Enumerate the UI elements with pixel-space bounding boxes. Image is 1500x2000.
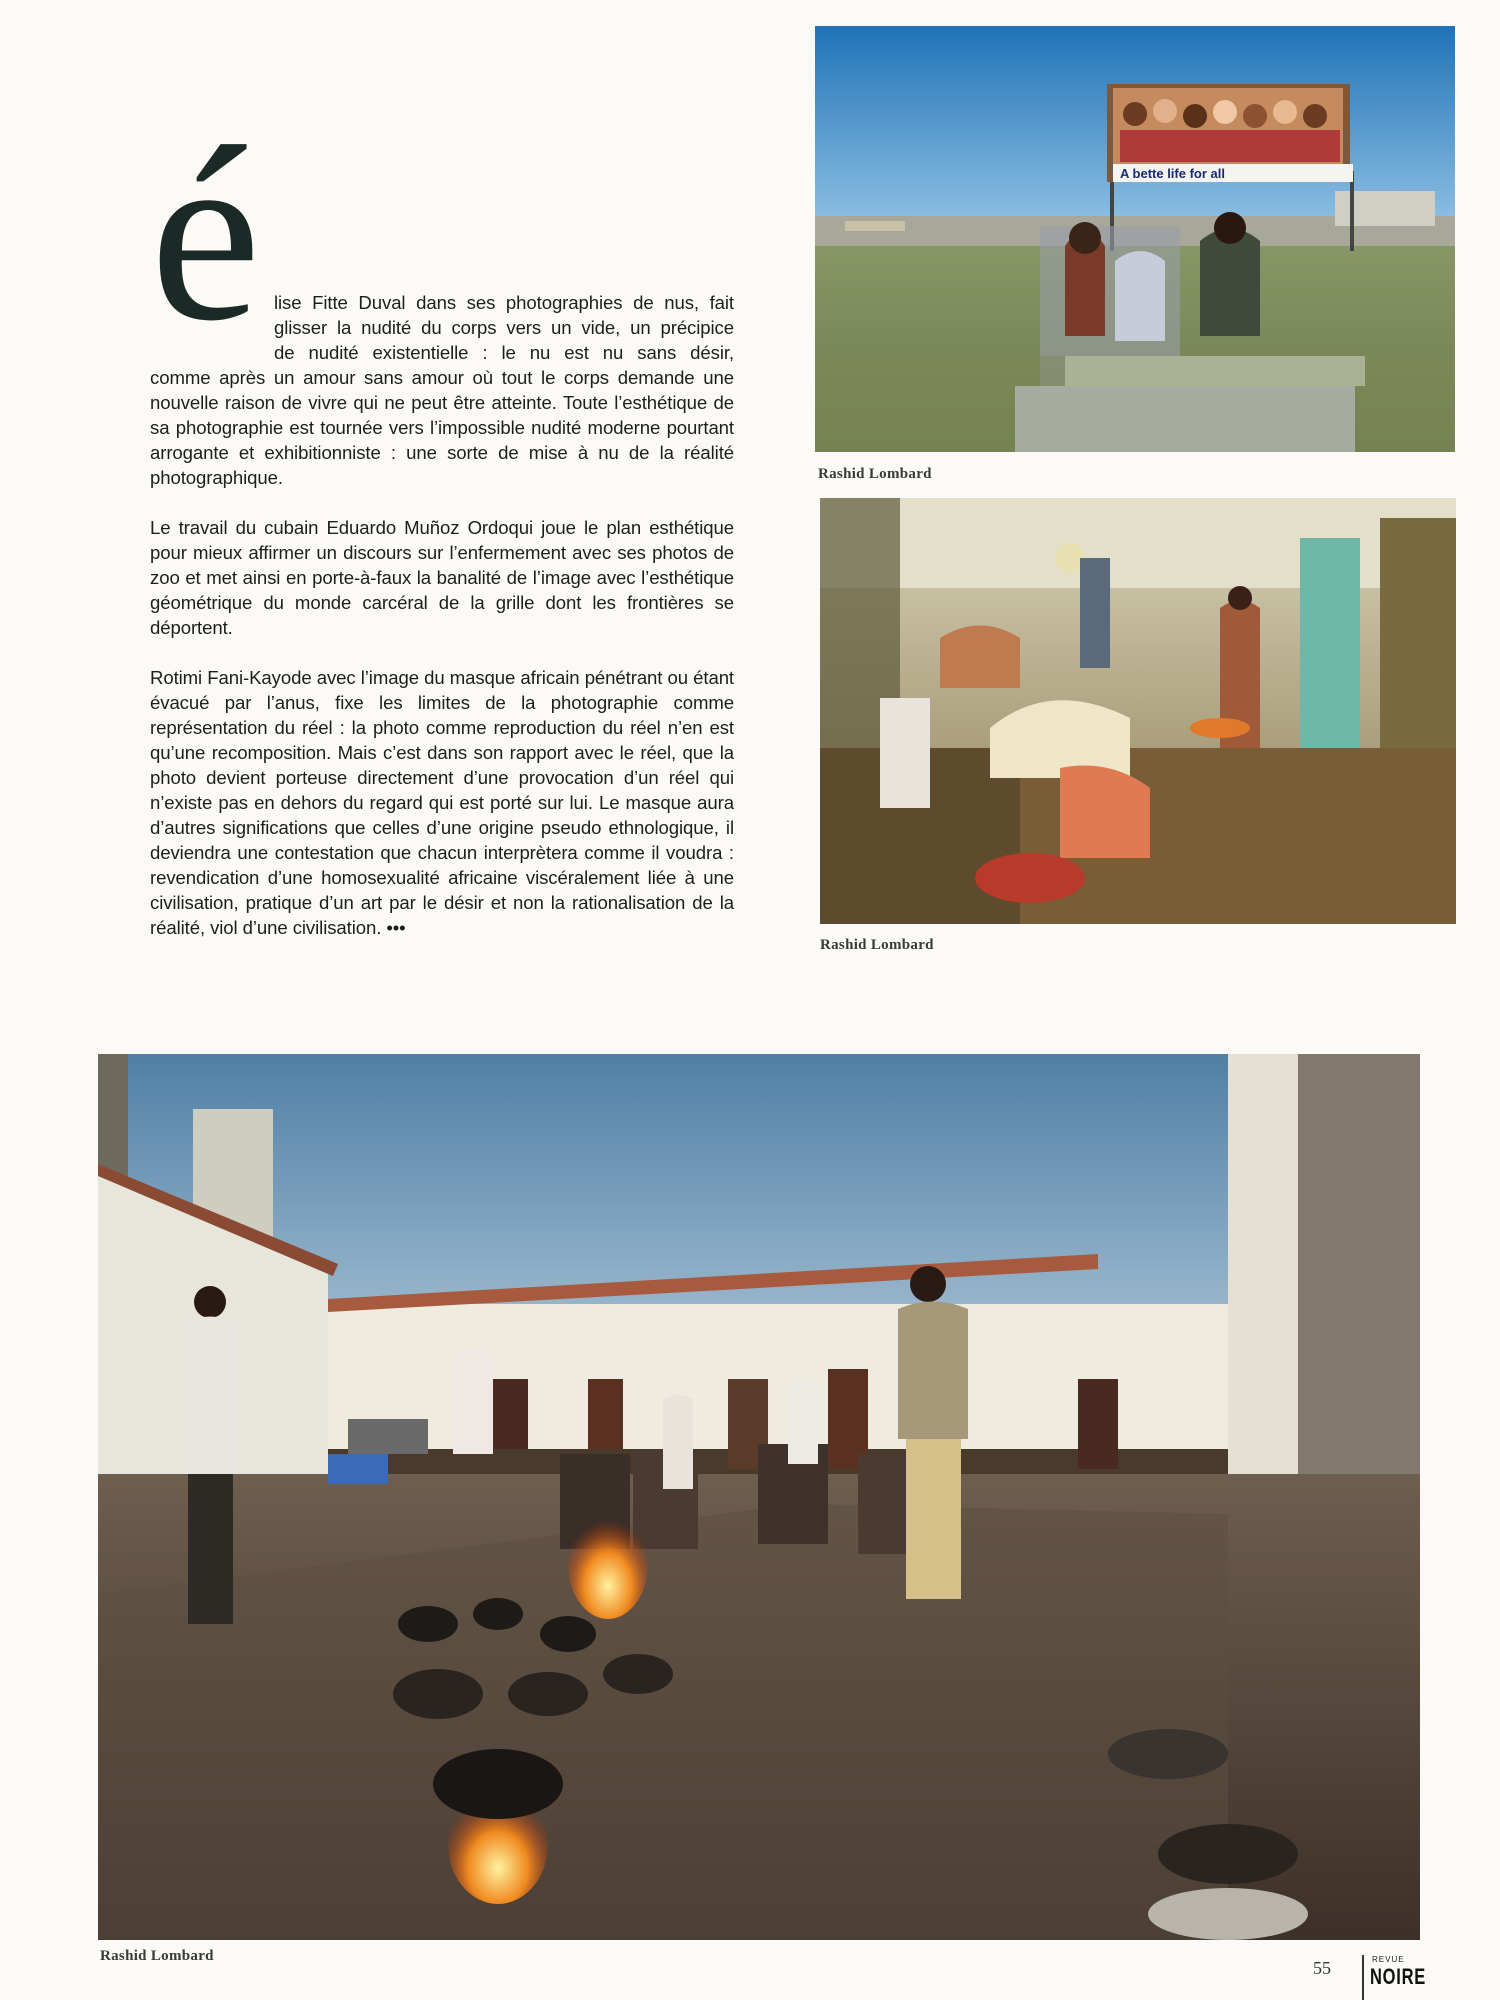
photo-caption: Rashid Lombard <box>100 1948 214 1964</box>
intro-line: lise Fitte Duval dans ses photographies de nus, fait <box>274 292 734 313</box>
paragraph-1: comme après un amour sans amour où tout le corps demande une nouvelle raison de vivre qui ne peut être atteinte. Toute l’esthétique de sa photographie est tournée vers l’impossible nudité moderne pourtant arrogante et exhibitionniste : une sorte de mise à nu de la réalité photographique. <box>150 367 734 488</box>
photo-courtyard-image <box>98 1054 1420 1940</box>
drop-cap: é <box>150 96 261 373</box>
article-text <box>150 290 734 965</box>
logo-small-text: REVUE <box>1372 1955 1405 1964</box>
logo-big-text: NOIRE <box>1370 1964 1427 1989</box>
page-number: 55 <box>1313 1958 1331 1978</box>
photo-billboard <box>815 26 1455 452</box>
photo-courtyard <box>98 1054 1420 1940</box>
revue-noire-logo <box>1362 1955 1427 2000</box>
photo-caption: Rashid Lombard <box>818 466 932 482</box>
billboard-slogan: A bette life for all <box>1120 166 1225 181</box>
paragraph-3: Rotimi Fani-Kayode avec l’image du masque africain pénétrant ou étant évacué par l’anus, fixe les limites de la photographie comme représentation du réel : la photo comme reproduction du réel n’en est qu’une recomposition. Mais c’est dans son rapport avec le réel, que la photo devient porteuse directement d’une provocation d’un réel qui n’existe pas en dehors du regard qui est porté sur lui. Le masque aura d’autres significations que celles d’une origine pseudo ethnologique, il deviendra une contestation que chacun interprètera comme il voudra : revendication d’une homosexualité africaine viscéralement liée à une civilisation, pratique d’un art par le désir et non la rationalisation de la réalité, viol d’une civilisation. ••• <box>150 667 734 938</box>
paragraph-2: Le travail du cubain Eduardo Muñoz Ordoqui joue le plan esthétique pour mieux affirmer un discours sur l’enfermement avec ses photos de zoo et met ainsi en porte-à-faux la banalité de l’image avec l’esthétique géométrique du monde carcéral de la grille dont les frontières se déportent. <box>150 517 734 638</box>
intro-line: glisser la nudité du corps vers un vide, un précipice <box>274 317 734 338</box>
intro-line: de nudité existentielle : le nu est nu sans désir, <box>274 342 734 363</box>
photo-washroom-image <box>820 498 1456 924</box>
intro-lines <box>274 290 734 365</box>
photo-caption: Rashid Lombard <box>820 937 934 953</box>
photo-billboard-image <box>815 26 1455 452</box>
photo-washroom <box>820 498 1456 924</box>
